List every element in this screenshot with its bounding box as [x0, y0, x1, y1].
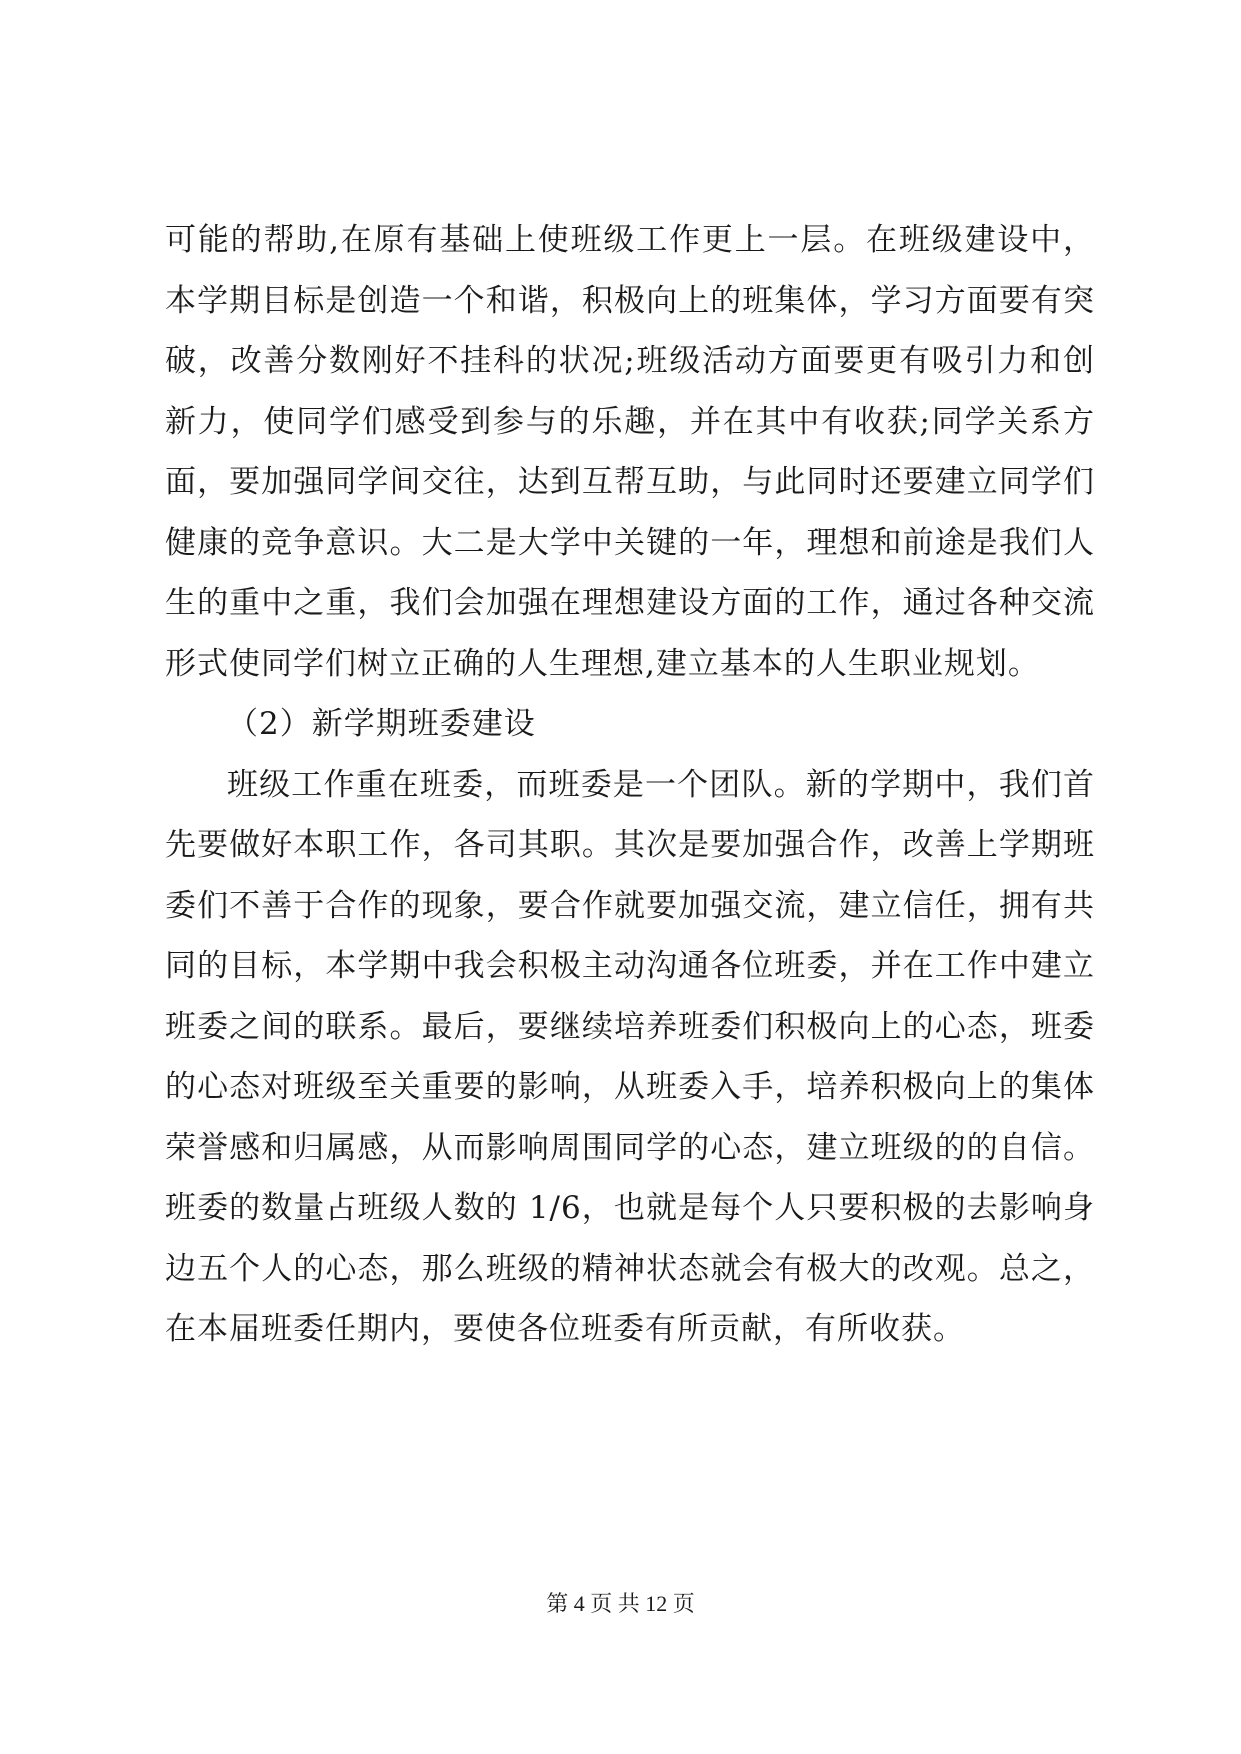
document-body	[165, 210, 1095, 1360]
paragraph-class-goals: 可能的帮助,在原有基础上使班级工作更上一层。在班级建设中，本学期目标是创造一个和谐，积极向上的班集体，学习方面要有突破，改善分数刚好不挂科的状况;班级活动方面要更有吸引力和创新力，使同学们感受到参与的乐趣，并在其中有收获;同学关系方面，要加强同学间交往，达到互帮互助，与此同时还要建立同学们健康的竞争意识。大二是大学中关键的一年，理想和前途是我们人生的重中之重，我们会加强在理想建设方面的工作，通过各种交流形式使同学们树立正确的人生理想,建立基本的人生职业规划。	[165, 222, 1095, 682]
section-heading-committee: （2）新学期班委建设	[227, 706, 536, 742]
paragraph-committee-building: 班级工作重在班委，而班委是一个团队。新的学期中，我们首先要做好本职工作，各司其职。其次是要加强合作，改善上学期班委们不善于合作的现象，要合作就要加强交流，建立信任，拥有共同的目标，本学期中我会积极主动沟通各位班委，并在工作中建立班委之间的联系。最后，要继续培养班委们积极向上的心态，班委的心态对班级至关重要的影响，从班委入手，培养积极向上的集体荣誉感和归属感，从而影响周围同学的心态，建立班级的的自信。班委的数量占班级人数的 1/6，也就是每个人只要积极的去影响身边五个人的心态，那么班级的精神状态就会有极大的改观。总之，在本届班委任期内，要使各位班委有所贡献，有所收获。	[165, 766, 1095, 1347]
page-number-footer: 第 4 页 共 12 页	[546, 1591, 695, 1616]
